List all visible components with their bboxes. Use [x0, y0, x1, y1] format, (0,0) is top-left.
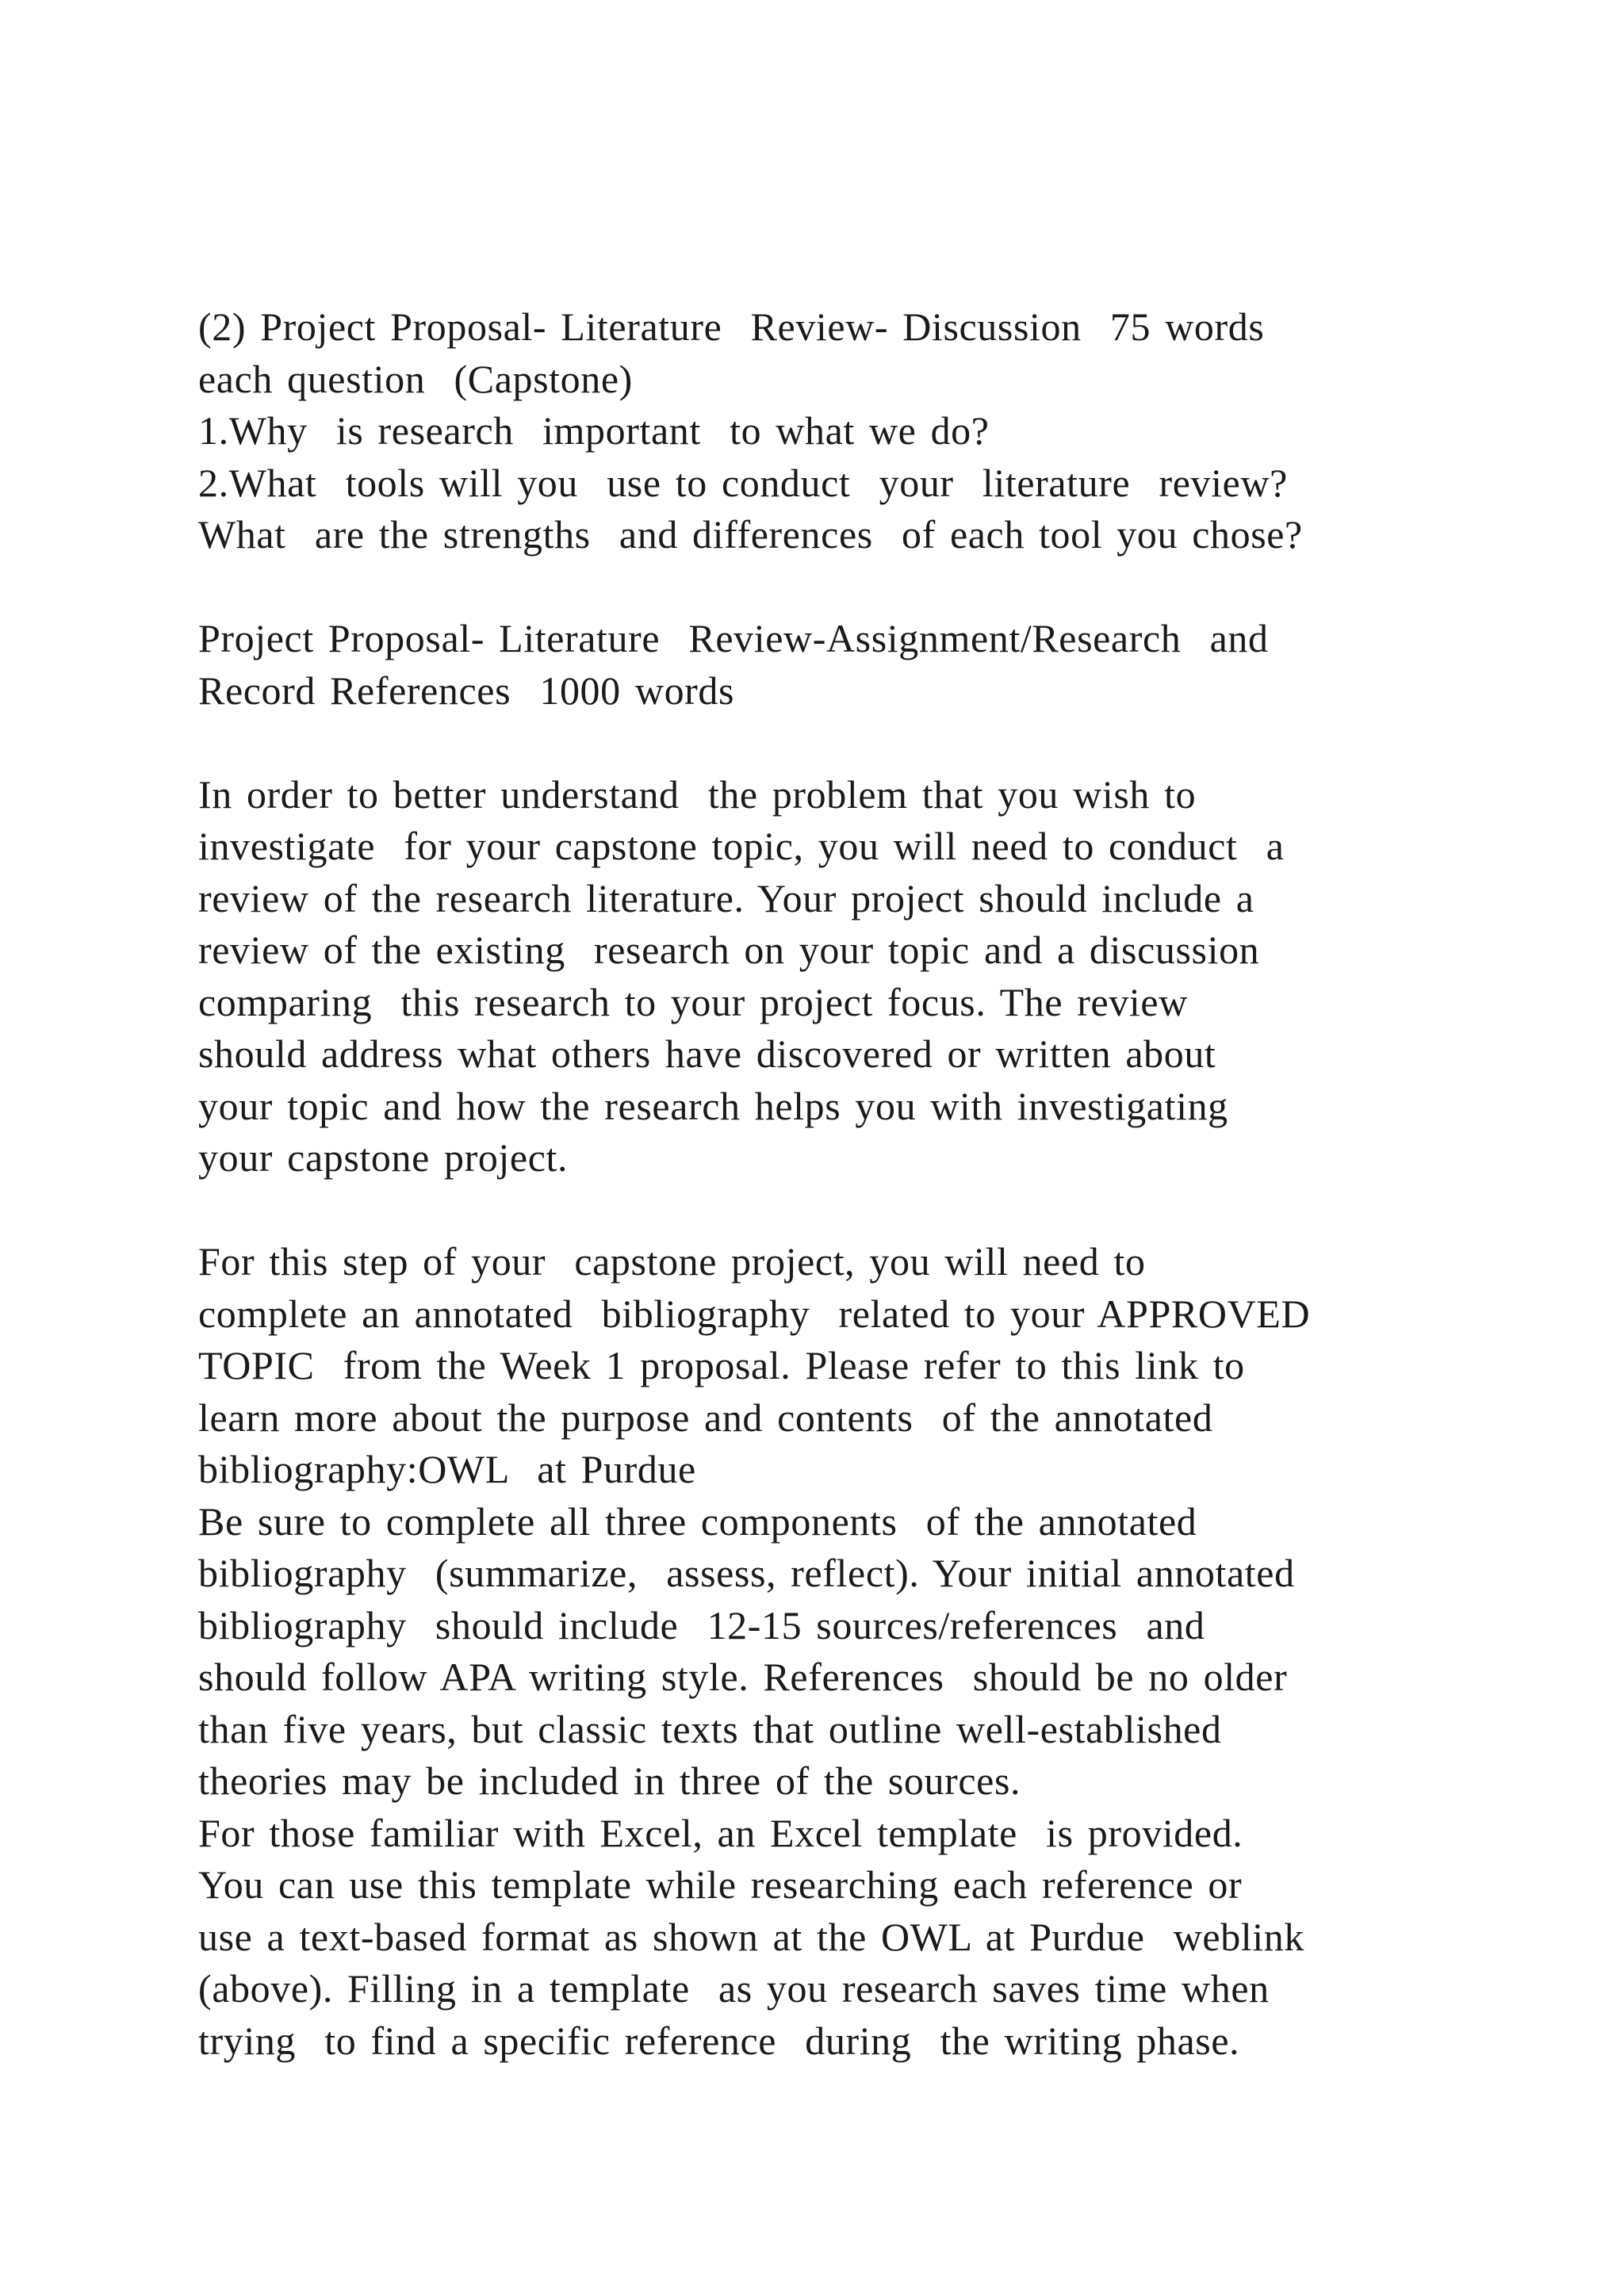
paragraph-gap: [198, 717, 1483, 769]
text-line: 2.What tools will you use to conduct your literature review?: [198, 460, 1288, 505]
paragraph-gap: [198, 561, 1483, 614]
text-line: In order to better understand the problem that you wish to: [198, 771, 1197, 817]
text-line: Be sure to complete all three components of the annotated: [198, 1498, 1197, 1544]
text-line: (2) Project Proposal- Literature Review- Discussion 75 words: [198, 304, 1265, 349]
text-line: complete an annotated bibliography related to your APPROVED: [198, 1291, 1311, 1336]
text-line: trying to find a specific reference during the writing phase.: [198, 2018, 1240, 2063]
text-line: bibliography:OWL at Purdue: [198, 1447, 696, 1491]
text-line: For those familiar with Excel, an Excel template is provided.: [198, 1810, 1243, 1855]
paragraph-gap: [198, 1184, 1483, 1237]
text-line: theories may be included in three of the sources.: [198, 1758, 1021, 1803]
text-line: review of the research literature. Your project should include a: [198, 875, 1254, 920]
document-body: [198, 301, 1483, 2067]
text-line: bibliography should include 12-15 sources/references and: [198, 1602, 1205, 1647]
text-line: (above). Filling in a template as you research saves time when: [198, 1966, 1270, 2011]
text-line: your topic and how the research helps you with investigating: [198, 1083, 1228, 1128]
text-line: What are the strengths and differences of each tool you chose?: [198, 512, 1303, 557]
text-line: than five years, but classic texts that outline well-established: [198, 1706, 1222, 1751]
text-line: investigate for your capstone topic, you will need to conduct a: [198, 824, 1285, 868]
text-line: Record References 1000 words: [198, 668, 735, 713]
text-line: comparing this research to your project focus. The review: [198, 979, 1188, 1024]
text-line: learn more about the purpose and contents of the annotated: [198, 1395, 1213, 1440]
text-line: Project Proposal- Literature Review-Assignment/Research and: [198, 616, 1269, 660]
text-line: You can use this template while researching each reference or: [198, 1862, 1243, 1907]
text-line: use a text-based format as shown at the OWL at Purdue weblink: [198, 1914, 1304, 1959]
text-line: review of the existing research on your topic and a discussion: [198, 928, 1260, 972]
text-line: 1.Why is research important to what we do?: [198, 408, 990, 453]
text-line: TOPIC from the Week 1 proposal. Please refer to this link to: [198, 1343, 1245, 1387]
text-line: bibliography (summarize, assess, reflect). Your initial annotated: [198, 1551, 1295, 1595]
text-line: For this step of your capstone project, you will need to: [198, 1239, 1146, 1284]
text-line: your capstone project.: [198, 1135, 569, 1180]
text-line: should address what others have discovered or written about: [198, 1031, 1216, 1076]
text-line: should follow APA writing style. References should be no older: [198, 1655, 1288, 1699]
text-line: each question (Capstone): [198, 356, 633, 401]
